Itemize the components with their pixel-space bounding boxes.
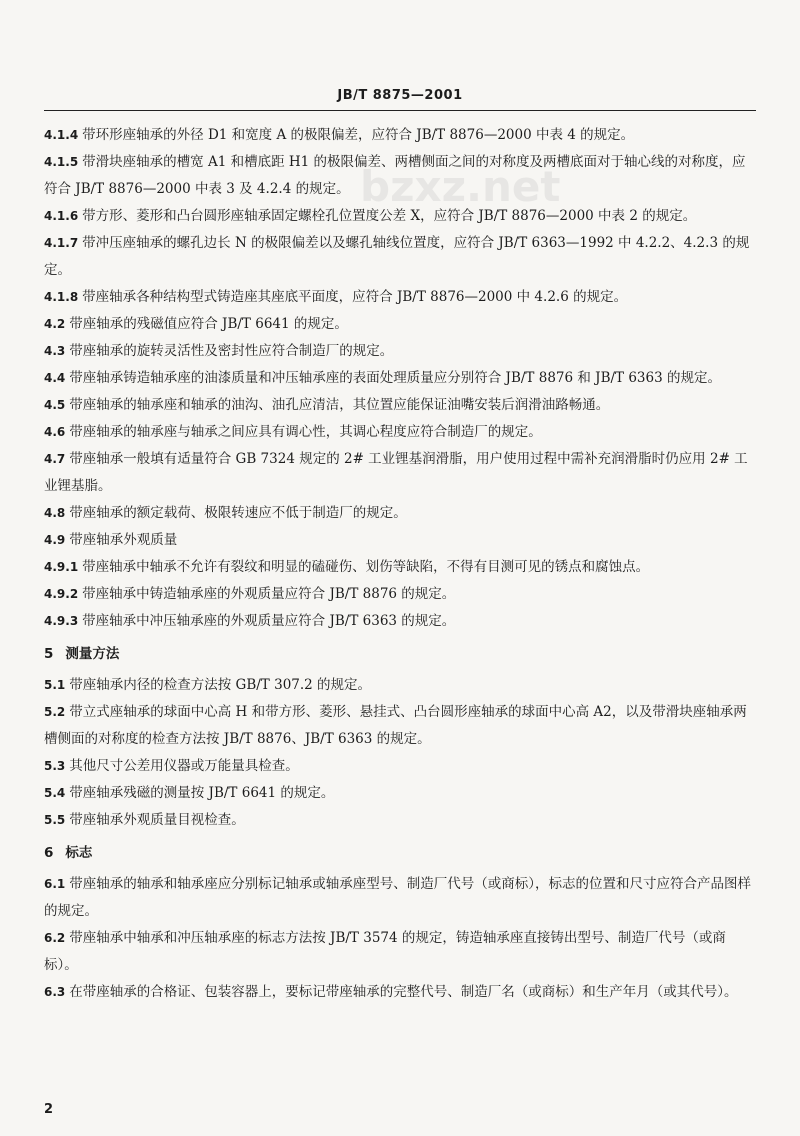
clause-text: 其他尺寸公差用仪器或万能量具检查。 — [69, 758, 299, 774]
clause-paragraph — [44, 979, 756, 1006]
clause-number: 4.4 — [44, 371, 66, 385]
clause-paragraph — [44, 365, 756, 392]
clause-number: 4.9.2 — [44, 587, 79, 601]
clause-paragraph — [44, 807, 756, 834]
clause-number: 4.9.3 — [44, 614, 79, 628]
clause-number: 4.5 — [44, 398, 66, 412]
header-rule — [44, 110, 756, 111]
section-number: 5 — [44, 646, 54, 662]
clause-text: 带座轴承中轴承和冲压轴承座的标志方法按 JB/T 3574 的规定，铸造轴承座直接铸出型号、制造厂代号（或商标）。 — [44, 930, 726, 973]
clause-text: 带座轴承中轴承不允许有裂纹和明显的磕碰伤、划伤等缺陷，不得有目测可见的锈点和腐蚀点。 — [82, 559, 650, 575]
clause-text: 带座轴承外观质量目视检查。 — [69, 812, 245, 828]
clause-list-6 — [44, 871, 756, 1006]
page-number: 2 — [44, 1102, 54, 1117]
clause-number: 4.6 — [44, 425, 66, 439]
clause-paragraph — [44, 419, 756, 446]
clause-text: 带滑块座轴承的槽宽 A1 和槽底距 H1 的极限偏差、两槽侧面之间的对称度及两槽底面对于轴心线的对称度，应符合 JB/T 8876—2000 中表 3 及 4.2.4 的规定。 — [44, 154, 746, 197]
clause-text: 带座轴承铸造轴承座的油漆质量和冲压轴承座的表面处理质量应分别符合 JB/T 8876 和 JB/T 6363 的规定。 — [69, 370, 721, 386]
clause-paragraph — [44, 446, 756, 500]
clause-paragraph — [44, 608, 756, 635]
clause-number: 4.1.7 — [44, 236, 79, 250]
clause-paragraph — [44, 500, 756, 527]
section-heading-5 — [44, 641, 756, 668]
section-title: 测量方法 — [65, 646, 120, 662]
clause-number: 4.8 — [44, 506, 66, 520]
clause-list-4 — [44, 122, 756, 635]
clause-paragraph — [44, 311, 756, 338]
section-heading-6 — [44, 840, 756, 867]
watermark: bzxz.net — [360, 162, 561, 211]
clause-number: 4.1.8 — [44, 290, 79, 304]
section-title: 标志 — [65, 845, 93, 861]
clause-paragraph — [44, 392, 756, 419]
clause-number: 4.1.6 — [44, 209, 79, 223]
clause-number: 4.7 — [44, 452, 66, 466]
clause-text: 带座轴承残磁的测量按 JB/T 6641 的规定。 — [69, 785, 335, 801]
clause-number: 6.2 — [44, 931, 66, 945]
clause-paragraph — [44, 780, 756, 807]
clause-paragraph — [44, 554, 756, 581]
clause-number: 5.2 — [44, 705, 66, 719]
clause-text: 带环形座轴承的外径 D1 和宽度 A 的极限偏差，应符合 JB/T 8876—2000 中表 4 的规定。 — [82, 127, 635, 143]
clause-paragraph — [44, 753, 756, 780]
clause-number: 5.4 — [44, 786, 66, 800]
clause-paragraph — [44, 672, 756, 699]
clause-paragraph — [44, 871, 756, 925]
clause-paragraph — [44, 925, 756, 979]
clause-paragraph — [44, 527, 756, 554]
clause-text: 带方形、菱形和凸台圆形座轴承固定螺栓孔位置度公差 X，应符合 JB/T 8876—2000 中表 2 的规定。 — [82, 208, 697, 224]
clause-number: 4.1.5 — [44, 155, 79, 169]
clause-number: 6.3 — [44, 985, 66, 999]
clause-paragraph — [44, 699, 756, 753]
clause-paragraph — [44, 122, 756, 149]
clause-number: 5.1 — [44, 678, 66, 692]
clause-text: 带座轴承中冲压轴承座的外观质量应符合 JB/T 6363 的规定。 — [82, 613, 456, 629]
clause-number: 4.1.4 — [44, 128, 79, 142]
clause-text: 带座轴承各种结构型式铸造座其座底平面度，应符合 JB/T 8876—2000 中 4.2.6 的规定。 — [82, 289, 628, 305]
clause-number: 4.2 — [44, 317, 66, 331]
clause-text: 带座轴承中铸造轴承座的外观质量应符合 JB/T 8876 的规定。 — [82, 586, 456, 602]
clause-number: 6.1 — [44, 877, 66, 891]
clause-number: 5.5 — [44, 813, 66, 827]
clause-list-5 — [44, 672, 756, 834]
clause-paragraph — [44, 149, 756, 203]
clause-number: 4.9.1 — [44, 560, 79, 574]
clause-paragraph — [44, 338, 756, 365]
clause-text: 带座轴承的残磁值应符合 JB/T 6641 的规定。 — [69, 316, 348, 332]
clause-paragraph — [44, 581, 756, 608]
clause-text: 带座轴承一般填有适量符合 GB 7324 规定的 2# 工业锂基润滑脂，用户使用过程中需补充润滑脂时仍应用 2# 工业锂基脂。 — [44, 451, 748, 494]
document-code-header: JB/T 8875—2001 — [337, 88, 463, 103]
clause-text: 带冲压座轴承的螺孔边长 N 的极限偏差以及螺孔轴线位置度，应符合 JB/T 6363—1992 中 4.2.2、4.2.3 的规定。 — [44, 235, 750, 278]
clause-number: 5.3 — [44, 759, 66, 773]
clause-text: 带座轴承内径的检查方法按 GB/T 307.2 的规定。 — [69, 677, 372, 693]
clause-text: 带座轴承的轴承座和轴承的油沟、油孔应清洁，其位置应能保证油嘴安装后润滑油路畅通。 — [69, 397, 610, 413]
clause-paragraph — [44, 284, 756, 311]
clause-text: 带座轴承外观质量 — [69, 532, 178, 548]
clause-text: 带立式座轴承的球面中心高 H 和带方形、菱形、悬挂式、凸台圆形座轴承的球面中心高 A2，以及带滑块座轴承两槽侧面的对称度的检查方法按 JB/T 8876、JB/T 6363 的规定。 — [44, 704, 747, 747]
page-content — [44, 122, 756, 1006]
clause-text: 带座轴承的轴承座与轴承之间应具有调心性，其调心程度应符合制造厂的规定。 — [69, 424, 542, 440]
clause-paragraph — [44, 230, 756, 284]
clause-text: 带座轴承的旋转灵活性及密封性应符合制造厂的规定。 — [69, 343, 394, 359]
clause-paragraph — [44, 203, 756, 230]
clause-number: 4.9 — [44, 533, 66, 547]
clause-text: 带座轴承的轴承和轴承座应分别标记轴承或轴承座型号、制造厂代号（或商标），标志的位置和尺寸应符合产品图样的规定。 — [44, 876, 752, 919]
clause-text: 在带座轴承的合格证、包装容器上，要标记带座轴承的完整代号、制造厂名（或商标）和生产年月（或其代号）。 — [69, 984, 738, 1000]
clause-number: 4.3 — [44, 344, 66, 358]
clause-text: 带座轴承的额定载荷、极限转速应不低于制造厂的规定。 — [69, 505, 407, 521]
section-number: 6 — [44, 845, 54, 861]
